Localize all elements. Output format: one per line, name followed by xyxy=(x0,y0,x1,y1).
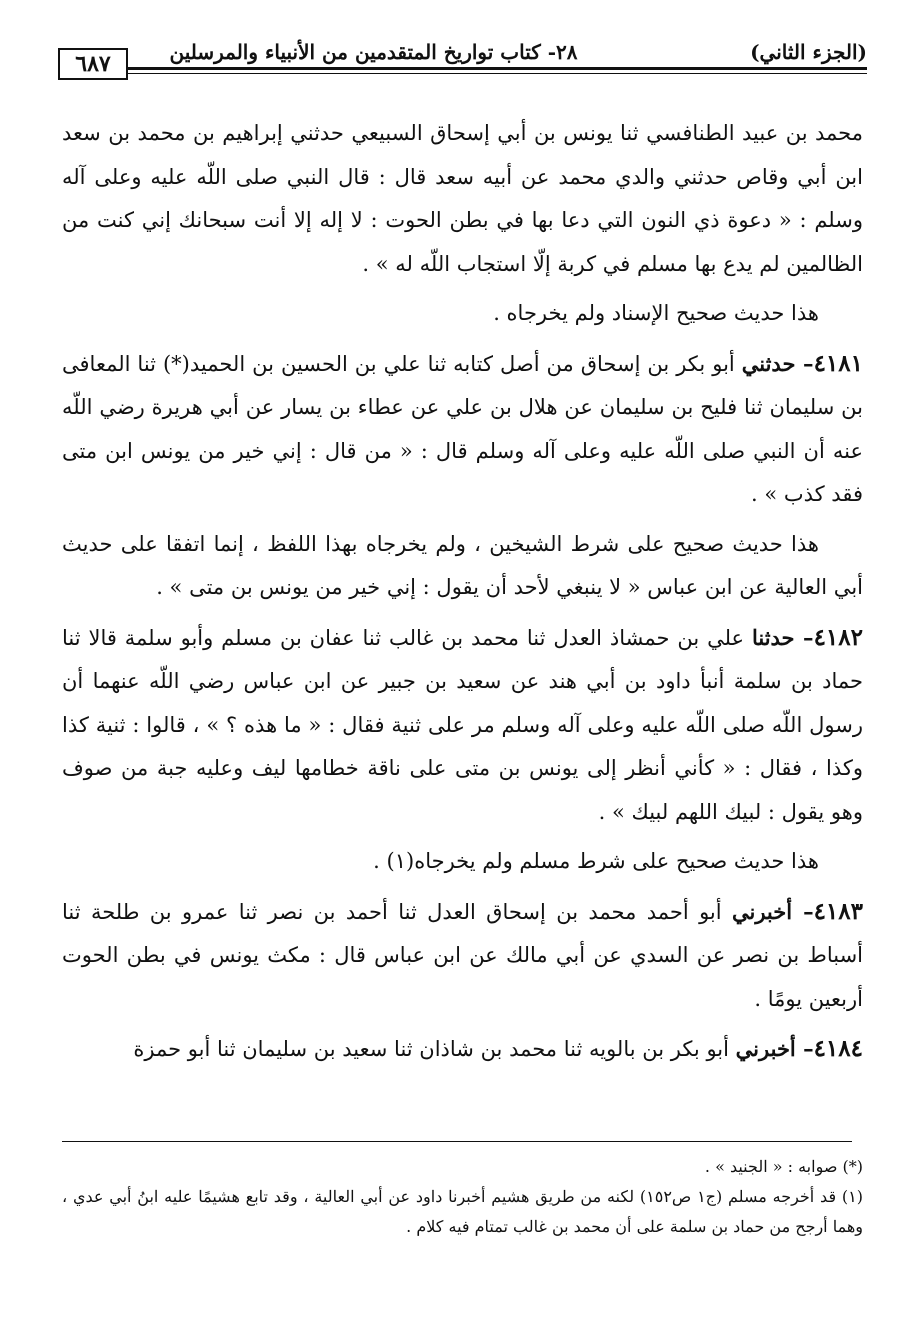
footnotes xyxy=(62,1152,863,1242)
hadith-text: علي بن حمشاذ العدل ثنا محمد بن غالب ثنا عفان بن مسلم وأبو سلمة قالا ثنا حماد بن سلمة أنبأ داود بن أبي هند عن سعيد بن جبير عن ابن عباس رضي اللّه عنهما أن رسول اللّه صلى اللّه عليه وعلى آله وسلم مر على ثنية فقال : « ما هذه ؟ » ، قالوا : ثنية كذا وكذا ، فقال : « كأني أنظر إلى يونس بن متى على ناقة خطامها ليف وعليه جبة من صوف وهو يقول : لبيك اللهم لبيك » . xyxy=(62,625,863,824)
hadith-number: ٤١٨٢ xyxy=(813,623,863,651)
hadith-lead: – حدثنا xyxy=(751,624,814,650)
hadith-4182 xyxy=(62,616,863,835)
running-header xyxy=(140,34,867,70)
main-text xyxy=(62,112,863,1078)
hadith-lead: – حدثني xyxy=(741,350,814,376)
grading-note: هذا حديث صحيح على شرط الشيخين ، ولم يخرجاه بهذا اللفظ ، إنما اتفقا على حديث أبي العالية عن ابن عباس « لا ينبغي لأحد أن يقول : إني خير من يونس بن متى » . xyxy=(62,531,863,599)
hadith-text: أبو بكر بن إسحاق من أصل كتابه ثنا علي بن الحسين بن الحميد(*) ثنا المعافى بن سليمان ثنا فليح بن سليمان عن هلال بن علي عن عطاء بن يسار عن أبي هريرة رضي اللّه عنه أن النبي صلى اللّه عليه وعلى آله وسلم قال : « من قال : إني خير من يونس ابن متى فقد كذب » . xyxy=(62,351,863,506)
grading-note: هذا حديث صحيح الإسناد ولم يخرجاه . xyxy=(493,301,819,325)
hadith-text: أبو بكر بن بالويه ثنا محمد بن شاذان ثنا سعيد بن سليمان ثنا أبو حمزة xyxy=(133,1037,729,1061)
hadith-4183 xyxy=(62,890,863,1022)
hadith-lead: – أخبرني xyxy=(731,898,814,924)
paragraph-continuation: محمد بن عبيد الطنافسي ثنا يونس بن أبي إسحاق السبيعي حدثني إبراهيم بن محمد بن سعد ابن أبي وقاص حدثني والدي محمد عن أبيه سعد قال : قال النبي صلى اللّه عليه وعلى آله وسلم : « دعوة ذي النون التي دعا بها في بطن الحوت : لا إله إلا أنت سبحانك إني كنت من الظالمين لم يدع بها مسلم في كربة إلّا استجاب اللّه له » . xyxy=(62,121,863,276)
footnote-rule xyxy=(62,1141,852,1142)
header-rule-thin xyxy=(128,73,867,74)
footnote-star: (*) صوابه : « الجنيد » . xyxy=(704,1157,863,1176)
chapter-title: ٢٨- كتاب تواريخ المتقدمين من الأنبياء والمرسلين xyxy=(169,40,578,64)
hadith-text: أبو أحمد محمد بن إسحاق العدل ثنا أحمد بن نصر ثنا عمرو بن طلحة ثنا أسباط بن نصر عن السدي عن أبي مالك عن ابن عباس قال : مكث يونس في بطن الحوت أربعين يومًا . xyxy=(62,899,863,1011)
volume-label: (الجزء الثاني) xyxy=(750,40,867,64)
hadith-number: ٤١٨١ xyxy=(813,349,863,377)
footnote-1: (١) قد أخرجه مسلم (ج١ ص١٥٢) لكنه من طريق هشيم أخبرنا داود عن أبي العالية ، وقد تابع هشيمًا عليه ابنُ أبي عدي ، وهما أرجح من حماد بن سلمة على أن محمد بن غالب تمتام فيه كلام . xyxy=(62,1187,863,1236)
hadith-4181 xyxy=(62,342,863,517)
hadith-number: ٤١٨٤ xyxy=(813,1035,863,1062)
hadith-4184 xyxy=(62,1027,863,1072)
header-rule xyxy=(128,67,867,70)
hadith-number: ٤١٨٣ xyxy=(813,897,863,925)
grading-note: هذا حديث صحيح على شرط مسلم ولم يخرجاه(١) . xyxy=(373,849,819,873)
page-number: ٦٨٧ xyxy=(58,48,128,80)
hadith-lead: – أخبرني xyxy=(735,1036,814,1061)
